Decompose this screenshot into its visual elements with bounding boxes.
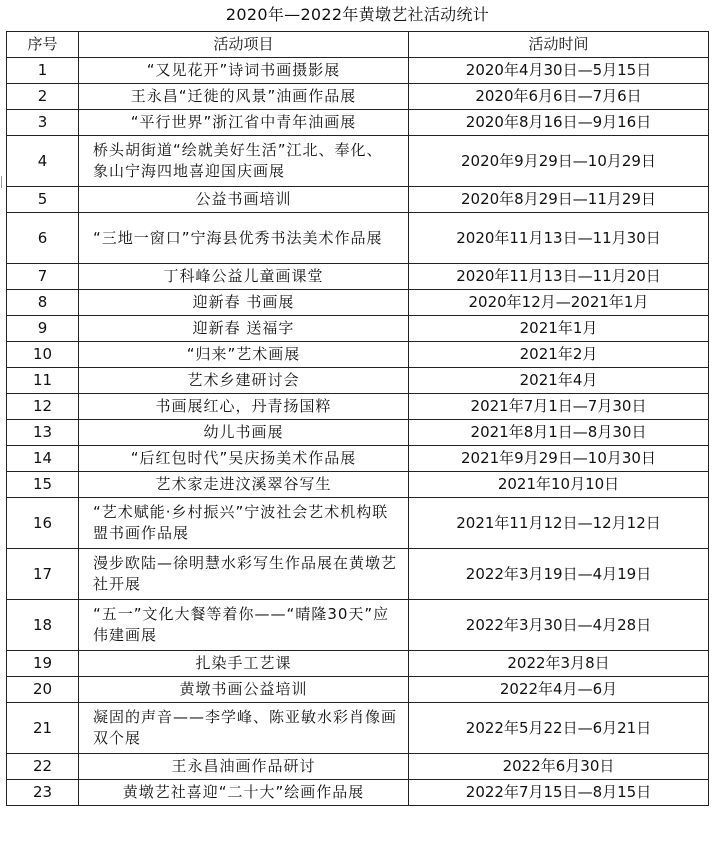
- row-number: 15: [7, 472, 79, 498]
- activity-name: 迎新春 书画展: [79, 290, 409, 316]
- table-row: [7, 136, 709, 187]
- table-row: [7, 754, 709, 780]
- row-number: 7: [7, 264, 79, 290]
- activity-time: 2022年4月—6月: [409, 677, 709, 703]
- table-row: [7, 498, 709, 549]
- activity-time: 2022年6月30日: [409, 754, 709, 780]
- row-number: 10: [7, 342, 79, 368]
- table-row: [7, 549, 709, 600]
- row-number: 23: [7, 780, 79, 806]
- table-row: [7, 368, 709, 394]
- table-row: [7, 780, 709, 806]
- row-number: 11: [7, 368, 79, 394]
- activity-time: 2021年4月: [409, 368, 709, 394]
- header-activity: 活动项目: [79, 32, 409, 58]
- table-row: [7, 84, 709, 110]
- row-number: 4: [7, 136, 79, 187]
- activity-time: 2021年7月1日—7月30日: [409, 394, 709, 420]
- table-title: 2020年—2022年黄墩艺社活动统计: [225, 5, 490, 24]
- activity-time: 2021年11月12日—12月12日: [409, 498, 709, 549]
- activity-time: 2020年6月6日—7月6日: [409, 84, 709, 110]
- row-number: 14: [7, 446, 79, 472]
- row-number: 19: [7, 651, 79, 677]
- table-row: [7, 187, 709, 213]
- activity-name: “归来”艺术画展: [79, 342, 409, 368]
- table-row: [7, 394, 709, 420]
- activity-name: 艺术乡建研讨会: [79, 368, 409, 394]
- activity-name: 凝固的声音——李学峰、陈亚敏水彩肖像画双个展: [79, 703, 409, 754]
- table-row: [7, 213, 709, 264]
- activity-time: 2022年3月19日—4月19日: [409, 549, 709, 600]
- table-header-row: [7, 32, 709, 58]
- row-number: 3: [7, 110, 79, 136]
- row-number: 9: [7, 316, 79, 342]
- activity-name: 迎新春 送福字: [79, 316, 409, 342]
- activity-time: 2020年8月29日—11月29日: [409, 187, 709, 213]
- activity-time: 2022年5月22日—6月21日: [409, 703, 709, 754]
- activity-name: “三地一窗口”宁海县优秀书法美术作品展: [79, 213, 409, 264]
- activity-time: 2022年3月8日: [409, 651, 709, 677]
- row-number: 20: [7, 677, 79, 703]
- table-row: [7, 677, 709, 703]
- row-number: 6: [7, 213, 79, 264]
- activity-time: 2021年2月: [409, 342, 709, 368]
- row-number: 22: [7, 754, 79, 780]
- activity-time: 2020年11月13日—11月20日: [409, 264, 709, 290]
- activity-name: 王永昌“迁徙的风景”油画作品展: [79, 84, 409, 110]
- header-number: 序号: [7, 32, 79, 58]
- activity-name: 书画展红心，丹青扬国粹: [79, 394, 409, 420]
- header-time: 活动时间: [409, 32, 709, 58]
- activity-name: 艺术家走进汶溪翠谷写生: [79, 472, 409, 498]
- activity-time: 2020年12月—2021年1月: [409, 290, 709, 316]
- activity-time: 2021年8月1日—8月30日: [409, 420, 709, 446]
- table-row: [7, 651, 709, 677]
- row-number: 1: [7, 58, 79, 84]
- activity-name: “又见花开”诗词书画摄影展: [79, 58, 409, 84]
- activity-name: “艺术赋能·乡村振兴”宁波社会艺术机构联盟书画作品展: [79, 498, 409, 549]
- row-number: 13: [7, 420, 79, 446]
- activity-time: 2020年8月16日—9月16日: [409, 110, 709, 136]
- row-number: 16: [7, 498, 79, 549]
- table-row: [7, 420, 709, 446]
- activity-name: 幼儿书画展: [79, 420, 409, 446]
- activity-name: “平行世界”浙江省中青年油画展: [79, 110, 409, 136]
- table-row: [7, 600, 709, 651]
- row-number: 21: [7, 703, 79, 754]
- row-number: 12: [7, 394, 79, 420]
- activity-name: “后红包时代”吴庆扬美术作品展: [79, 446, 409, 472]
- activity-name: 扎染手工艺课: [79, 651, 409, 677]
- activity-name: 桥头胡街道“绘就美好生活”江北、奉化、象山宁海四地喜迎国庆画展: [79, 136, 409, 187]
- activity-name: 丁科峰公益儿童画课堂: [79, 264, 409, 290]
- row-number: 5: [7, 187, 79, 213]
- table-row: [7, 703, 709, 754]
- row-number: 8: [7, 290, 79, 316]
- activity-name: 黄墩书画公益培训: [79, 677, 409, 703]
- table-row: [7, 472, 709, 498]
- activity-time: 2021年10月10日: [409, 472, 709, 498]
- activity-time: 2020年4月30日—5月15日: [409, 58, 709, 84]
- table-row: [7, 446, 709, 472]
- activity-name: 王永昌油画作品研讨: [79, 754, 409, 780]
- activity-name: 公益书画培训: [79, 187, 409, 213]
- activity-time: 2022年3月30日—4月28日: [409, 600, 709, 651]
- activity-time: 2020年11月13日—11月30日: [409, 213, 709, 264]
- activity-name: 漫步欧陆—徐明慧水彩写生作品展在黄墩艺社开展: [79, 549, 409, 600]
- activity-time: 2021年9月29日—10月30日: [409, 446, 709, 472]
- table-row: [7, 110, 709, 136]
- row-number: 2: [7, 84, 79, 110]
- activity-time: 2021年1月: [409, 316, 709, 342]
- activity-time: 2022年7月15日—8月15日: [409, 780, 709, 806]
- table-row: [7, 316, 709, 342]
- activity-name: “五一”文化大餐等着你——“晴隆30天”应伟建画展: [79, 600, 409, 651]
- activity-name: 黄墩艺社喜迎“二十大”绘画作品展: [79, 780, 409, 806]
- activity-time: 2020年9月29日—10月29日: [409, 136, 709, 187]
- activity-table: [6, 31, 709, 806]
- page-edge-mark: [1, 176, 6, 188]
- table-row: [7, 264, 709, 290]
- table-row: [7, 290, 709, 316]
- row-number: 18: [7, 600, 79, 651]
- row-number: 17: [7, 549, 79, 600]
- table-row: [7, 58, 709, 84]
- table-row: [7, 342, 709, 368]
